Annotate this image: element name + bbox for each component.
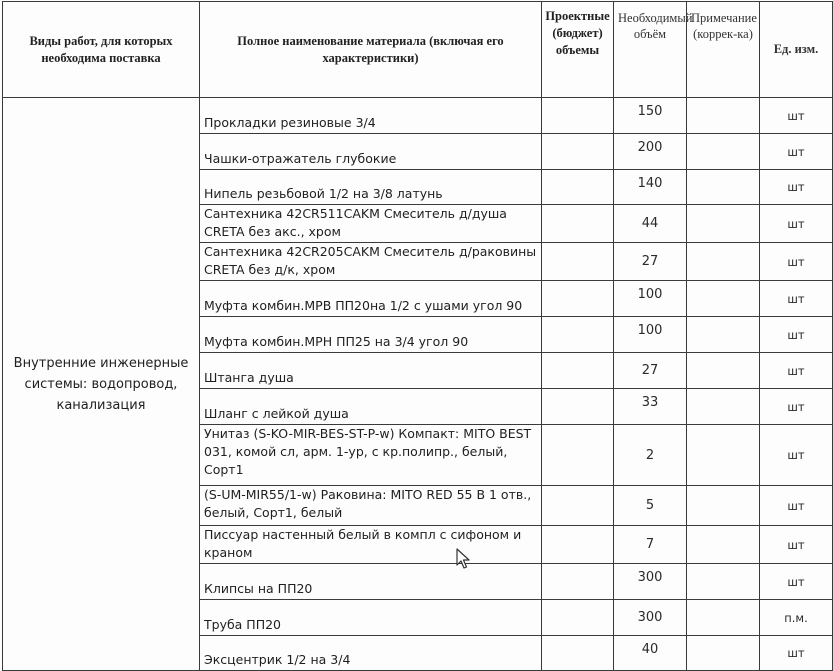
material-name-cell: Муфта комбин.МРН ПП25 на 3/4 угол 90	[200, 317, 542, 353]
required-volume-cell: 2	[614, 425, 687, 486]
material-name-cell: Штанга душа	[200, 353, 542, 389]
design-volume-cell	[542, 389, 614, 425]
required-volume-cell: 300	[614, 600, 687, 636]
note-cell	[687, 243, 760, 281]
material-name-cell: Нипель резьбовой 1/2 на 3/8 латунь	[200, 170, 542, 205]
required-volume-cell: 33	[614, 389, 687, 425]
header-required-volume: Необходимый объём	[614, 2, 687, 98]
note-cell	[687, 389, 760, 425]
work-type-cell: Внутренние инженерные системы: водопровод, канализация	[3, 98, 200, 671]
note-cell	[687, 353, 760, 389]
note-cell	[687, 636, 760, 671]
header-unit: Ед. изм.	[760, 2, 833, 98]
unit-cell: шт	[760, 564, 833, 600]
note-cell	[687, 170, 760, 205]
unit-cell: шт	[760, 636, 833, 671]
required-volume-cell: 27	[614, 353, 687, 389]
design-volume-cell	[542, 98, 614, 134]
design-volume-cell	[542, 243, 614, 281]
design-volume-cell	[542, 205, 614, 243]
required-volume-cell: 150	[614, 98, 687, 134]
table-header-row	[3, 2, 833, 98]
design-volume-cell	[542, 317, 614, 353]
material-name-cell: Сантехника 42CR205CAKM Смеситель д/раковины CRETA без д/к, хром	[200, 243, 542, 281]
note-cell	[687, 98, 760, 134]
note-cell	[687, 317, 760, 353]
required-volume-cell: 300	[614, 564, 687, 600]
note-cell	[687, 486, 760, 526]
design-volume-cell	[542, 353, 614, 389]
material-name-cell: Чашки-отражатель глубокие	[200, 134, 542, 170]
required-volume-cell: 7	[614, 526, 687, 564]
design-volume-cell	[542, 600, 614, 636]
required-volume-cell: 44	[614, 205, 687, 243]
required-volume-cell: 40	[614, 636, 687, 671]
unit-cell: шт	[760, 526, 833, 564]
unit-cell: шт	[760, 281, 833, 317]
material-name-cell: Эксцентрик 1/2 на 3/4	[200, 636, 542, 671]
materials-table	[2, 1, 833, 671]
unit-cell: шт	[760, 205, 833, 243]
material-name-cell: (S-UM-MIR55/1-w) Раковина: MITO RED 55 B 1 отв., белый, Сорт1, белый	[200, 486, 542, 526]
unit-cell: шт	[760, 317, 833, 353]
required-volume-cell: 27	[614, 243, 687, 281]
unit-cell: шт	[760, 134, 833, 170]
unit-cell: шт	[760, 98, 833, 134]
note-cell	[687, 600, 760, 636]
material-name-cell: Прокладки резиновые 3/4	[200, 98, 542, 134]
required-volume-cell: 140	[614, 170, 687, 205]
note-cell	[687, 281, 760, 317]
note-cell	[687, 526, 760, 564]
required-volume-cell: 200	[614, 134, 687, 170]
unit-cell: п.м.	[760, 600, 833, 636]
table-row	[3, 98, 833, 134]
material-name-cell: Труба ПП20	[200, 600, 542, 636]
design-volume-cell	[542, 564, 614, 600]
design-volume-cell	[542, 281, 614, 317]
header-work-type: Виды работ, для которых необходима поставка	[3, 2, 200, 98]
material-name-cell: Писсуар настенный белый в компл с сифоном и краном	[200, 526, 542, 564]
material-name-cell: Муфта комбин.МРВ ПП20на 1/2 с ушами угол 90	[200, 281, 542, 317]
design-volume-cell	[542, 170, 614, 205]
material-name-cell: Шланг с лейкой душа	[200, 389, 542, 425]
design-volume-cell	[542, 526, 614, 564]
design-volume-cell	[542, 486, 614, 526]
material-name-cell: Клипсы на ПП20	[200, 564, 542, 600]
design-volume-cell	[542, 134, 614, 170]
required-volume-cell: 100	[614, 281, 687, 317]
unit-cell: шт	[760, 425, 833, 486]
note-cell	[687, 205, 760, 243]
unit-cell: шт	[760, 170, 833, 205]
note-cell	[687, 134, 760, 170]
material-name-cell: Сантехника 42CR511CAKM Смеситель д/душа CRETA без акс., хром	[200, 205, 542, 243]
header-design-volumes: Проектные (бюджет) объемы	[542, 2, 614, 98]
unit-cell: шт	[760, 389, 833, 425]
required-volume-cell: 100	[614, 317, 687, 353]
design-volume-cell	[542, 636, 614, 671]
unit-cell: шт	[760, 486, 833, 526]
note-cell	[687, 425, 760, 486]
material-name-cell: Унитаз (S-KO-MIR-BES-ST-P-w) Компакт: MITO BEST 031, комой сл, арм. 1-ур, с кр.полипр., белый, Сорт1	[200, 425, 542, 486]
unit-cell: шт	[760, 353, 833, 389]
required-volume-cell: 5	[614, 486, 687, 526]
design-volume-cell	[542, 425, 614, 486]
header-material-name: Полное наименование материала (включая его характеристики)	[200, 2, 542, 98]
mouse-pointer-icon	[456, 548, 470, 570]
unit-cell: шт	[760, 243, 833, 281]
header-note: Примечание (коррек-ка)	[687, 2, 760, 98]
note-cell	[687, 564, 760, 600]
